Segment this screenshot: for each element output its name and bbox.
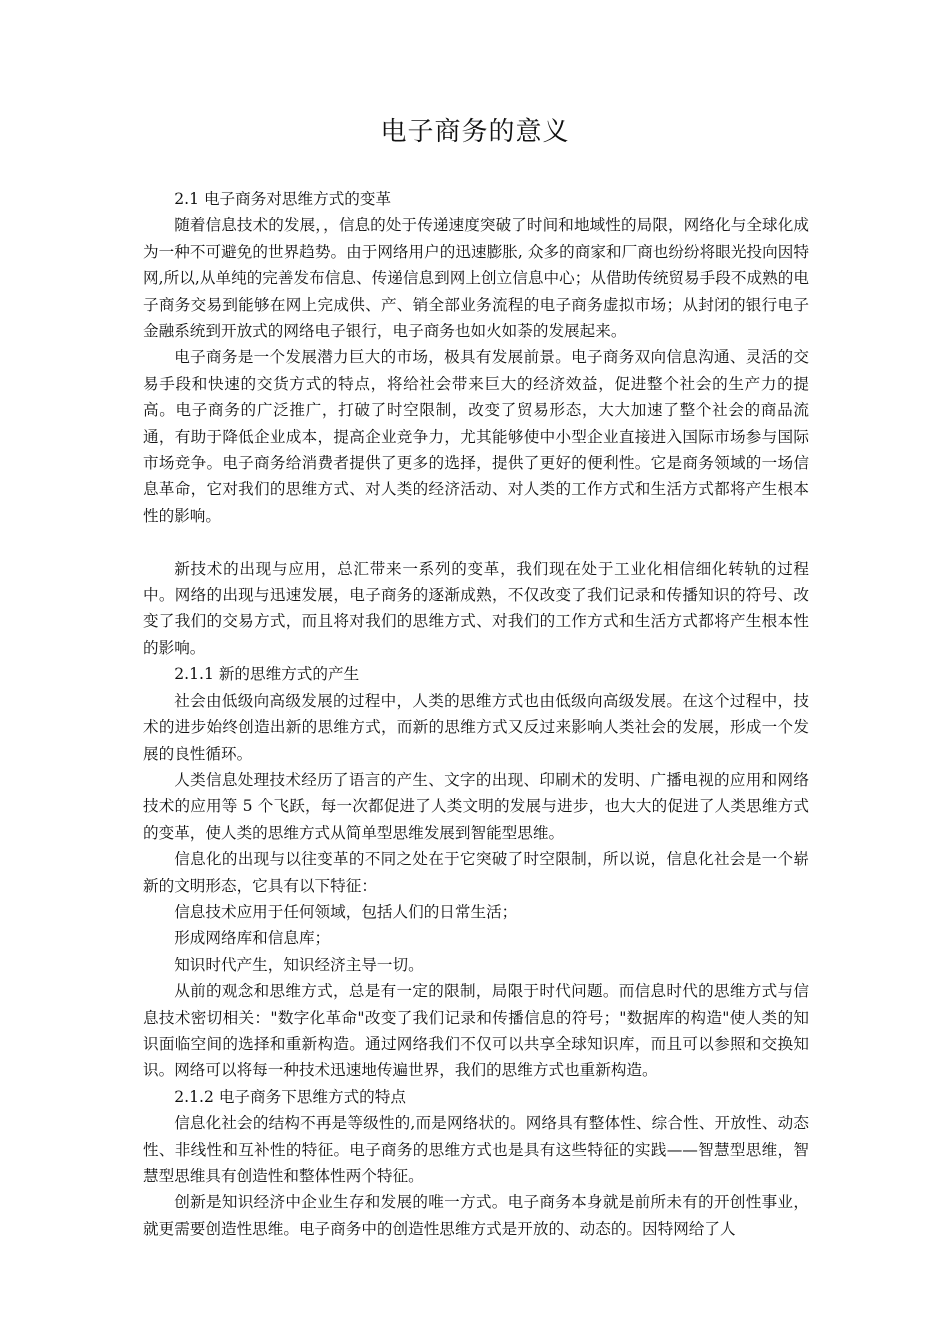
paragraph: 人类信息处理技术经历了语言的产生、文字的出现、印刷术的发明、广播电视的应用和网络技术的应用等 5 个飞跃，每一次都促进了人类文明的发展与进步，也大大的促进了人类思维方式的变革，使人类的思维方式从简单型思维发展到智能型思维。: [143, 770, 809, 842]
list-item: 信息技术应用于任何领域，包括人们的日常生活；: [174, 902, 518, 921]
list-item: 形成网络库和信息库；: [174, 929, 331, 948]
paragraph: 创新是知识经济中企业生存和发展的唯一方式。电子商务本身就是前所未有的开创性事业，就更需要创造性思维。电子商务中的创造性思维方式是开放的、动态的。因特网给了人: [143, 1193, 809, 1238]
paragraph: 电子商务是一个发展潜力巨大的市场，极具有发展前景。电子商务双向信息沟通、灵活的交易手段和快速的交货方式的特点，将给社会带来巨大的经济效益，促进整个社会的生产力的提高。电子商务的广泛推广，打破了时空限制，改变了贸易形态，大大加速了整个社会的商品流通，有助于降低企业成本，提高企业竞争力，尤其能够使中小型企业直接进入国际市场参与国际市场竞争。电子商务给消费者提供了更多的选择，提供了更好的便利性。它是商务领域的一场信息革命，它对我们的思维方式、对人类的经济活动、对人类的工作方式和生活方式都将产生根本性的影响。: [143, 348, 809, 525]
paragraph: 从前的观念和思维方式，总是有一定的限制，局限于时代问题。而信息时代的思维方式与信息技术密切相关："数字化革命"改变了我们记录和传播信息的符号；"数据库的构造"使人类的知识面临空间的选择和重新构造。通过网络我们不仅可以共享全球知识库，而且可以参照和交换知识。网络可以将每一种技术迅速地传遍世界，我们的思维方式也重新构造。: [143, 982, 809, 1080]
document-body: [143, 186, 809, 1242]
paragraph: 信息化社会的结构不再是等级性的,而是网络状的。网络具有整体性、综合性、开放性、动态性、非线性和互补性的特征。电子商务的思维方式也是具有这些特征的实践——智慧型思维，智慧型思维具有创造性和整体性两个特征。: [143, 1114, 809, 1186]
paragraph: 随着信息技术的发展，，信息的处于传递速度突破了时间和地域性的局限，网络化与全球化成为一种不可避免的世界趋势。由于网络用户的迅速膨胀, 众多的商家和厂商也纷纷将眼光投向因特网,所以,从单纯的完善发布信息、传递信息到网上创立信息中心；从借助传统贸易手段不成熟的电子商务交易到能够在网上完成供、产、销全部业务流程的电子商务虚拟市场；从封闭的银行电子金融系统到开放式的网络电子银行，电子商务也如火如荼的发展起来。: [143, 216, 809, 341]
section-heading-2-1: 2.1 电子商务对思维方式的变革: [174, 190, 392, 208]
paragraph: 信息化的出现与以往变革的不同之处在于它突破了时空限制，所以说，信息化社会是一个崭新的文明形态，它具有以下特征：: [143, 850, 809, 895]
blank-line: [143, 529, 809, 555]
document-title: 电子商务的意义: [380, 117, 570, 147]
list-item: 知识时代产生，知识经济主导一切。: [174, 955, 424, 974]
section-heading-2-1-1: 2.1.1 新的思维方式的产生: [174, 665, 360, 684]
paragraph: 社会由低级向高级发展的过程中，人类的思维方式也由低级向高级发展。在这个过程中，技术的进步始终创造出新的思维方式，而新的思维方式又反过来影响人类社会的发展，形成一个发展的良性循环。: [143, 691, 809, 763]
paragraph: 新技术的出现与应用，总汇带来一系列的变革，我们现在处于工业化相信细化转轨的过程中。网络的出现与迅速发展，电子商务的逐渐成熟，不仅改变了我们记录和传播知识的符号、改变了我们的交易方式，而且将对我们的思维方式、对我们的工作方式和生活方式都将产生根本性的影响。: [143, 559, 809, 657]
section-heading-2-1-2: 2.1.2 电子商务下思维方式的特点: [174, 1087, 406, 1106]
